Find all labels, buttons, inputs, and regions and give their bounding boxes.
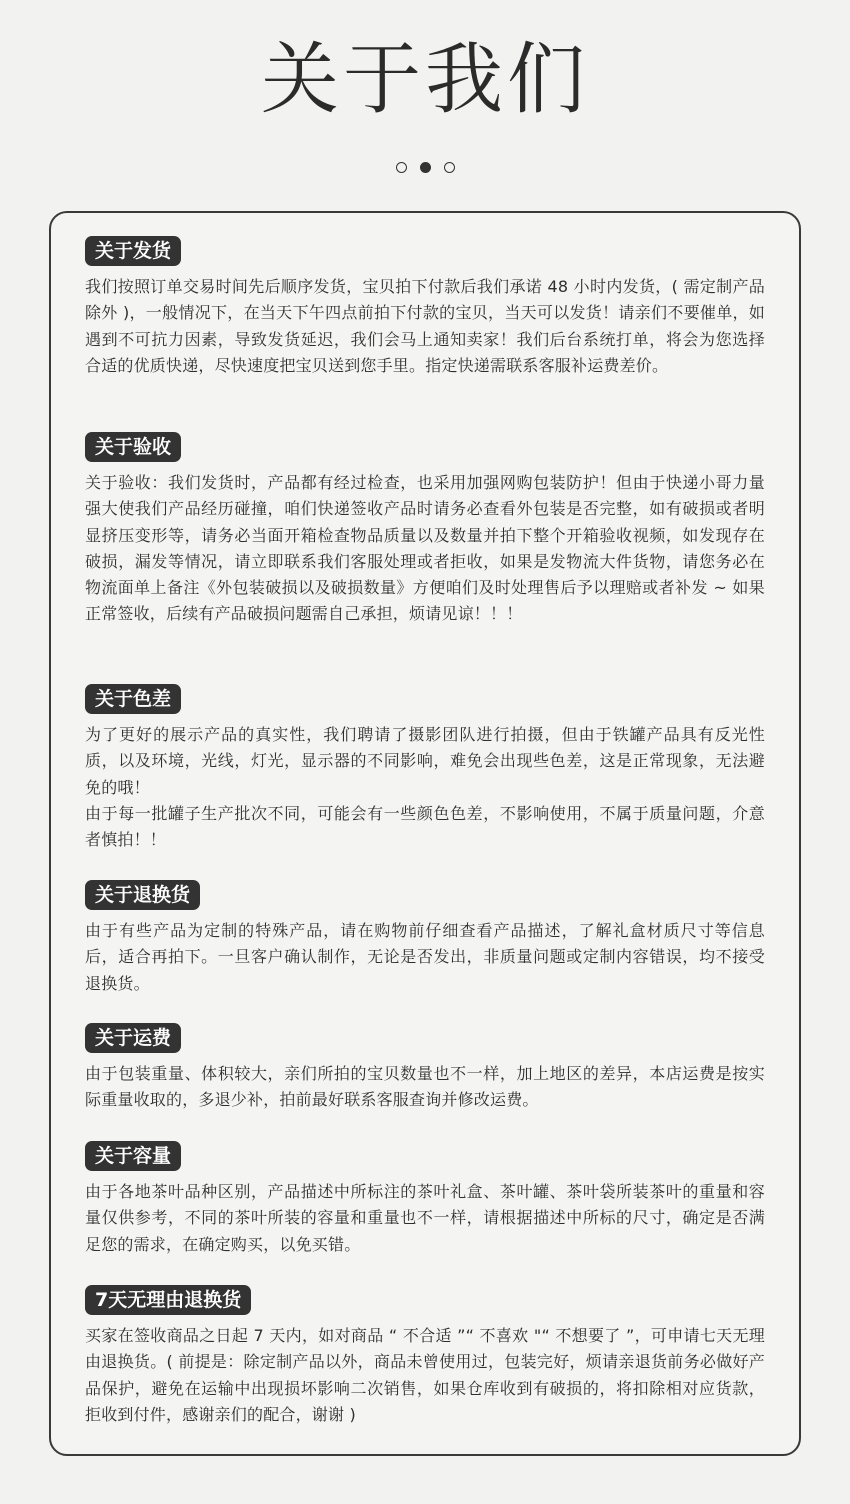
section-returns bbox=[85, 880, 765, 1023]
section-capacity bbox=[85, 1141, 765, 1285]
section-seven-day-return bbox=[85, 1285, 765, 1445]
section-text: 由于包装重量、体积较大，亲们所拍的宝贝数量也不一样，加上地区的差异，本店运费是按实际重量收取的，多退少补，拍前最好联系客服查询并修改运费。 bbox=[85, 1064, 765, 1110]
section-heading: 关于验收 bbox=[85, 432, 181, 462]
section-text: 关于验收：我们发货时，产品都有经过检查，也采用加强网购包装防护！但由于快递小哥力量强大使我们产品经历碰撞，咱们快递签收产品时请务必查看外包装是否完整，如有破损或者明显挤压变形等，请务必当面开箱检查物品质量以及数量并拍下整个开箱验收视频，如发现存在破损，漏发等情况，请立即联系我们客服处理或者拒收，如果是发物流大件货物，请您务必在物流面单上备注《外包装破损以及破损数量》方便咱们及时处理售后予以理赔或者补发 ~ 如果正常签收，后续有产品破损问题需自己承担，烦请见谅！！！ bbox=[85, 473, 765, 624]
section-heading: 关于容量 bbox=[85, 1141, 181, 1171]
section-shipping-fee bbox=[85, 1023, 765, 1141]
section-shipping bbox=[85, 236, 765, 432]
section-inspection bbox=[85, 432, 765, 684]
pagination-dot-2 bbox=[420, 162, 431, 173]
section-text: 由于各地茶叶品种区别，产品描述中所标注的茶叶礼盒、茶叶罐、茶叶袋所装茶叶的重量和容量仅供参考，不同的茶叶所装的容量和重量也不一样，请根据描述中所标的尺寸，确定是否满足您的需求，在确定购买，以免买错。 bbox=[85, 1182, 765, 1254]
section-text: 为了更好的展示产品的真实性，我们聘请了摄影团队进行拍摄，但由于铁罐产品具有反光性质，以及环境，光线，灯光，显示器的不同影响，难免会出现些色差，这是正常现象，无法避免的哦！ bbox=[85, 725, 765, 797]
pagination-dots bbox=[0, 162, 850, 173]
section-heading: 7天无理由退换货 bbox=[85, 1285, 251, 1315]
section-text: 由于有些产品为定制的特殊产品，请在购物前仔细查看产品描述，了解礼盒材质尺寸等信息后，适合再拍下。一旦客户确认制作，无论是否发出，非质量问题或定制内容错误，均不接受退换货。 bbox=[85, 921, 765, 993]
section-text: 由于每一批罐子生产批次不同，可能会有一些颜色色差，不影响使用，不属于质量问题，介意者慎拍！！ bbox=[85, 803, 765, 850]
section-heading: 关于发货 bbox=[85, 236, 181, 266]
pagination-dot-3 bbox=[444, 162, 455, 173]
section-heading: 关于退换货 bbox=[85, 880, 200, 910]
policy-card bbox=[49, 211, 801, 1456]
pagination-dot-1 bbox=[396, 162, 407, 173]
section-heading: 关于运费 bbox=[85, 1023, 181, 1053]
section-text: 买家在签收商品之日起 7 天内，如对商品 “ 不合适 ”“ 不喜欢 "“ 不想要了 ”，可申请七天无理由退换货。( 前提是：除定制产品以外，商品未曾使用过，包装完好，烦请亲退货前务必做好产品保护，避免在运输中出现损坏影响二次销售，如果仓库收到有破损的，将扣除相对应货款，拒收到付件，感谢亲们的配合，谢谢 ) bbox=[85, 1326, 765, 1424]
page-title: 关于我们 bbox=[260, 35, 589, 125]
section-heading: 关于色差 bbox=[85, 684, 181, 714]
section-text: 我们按照订单交易时间先后顺序发货，宝贝拍下付款后我们承诺 48 小时内发货，( 需定制产品除外 )，一般情况下，在当天下午四点前拍下付款的宝贝，当天可以发货！请亲们不要催单，如遇到不可抗力因素，导致发货延迟，我们会马上通知卖家！我们后台系统打单，将会为您选择合适的优质快递，尽快速度把宝贝送到您手里。指定快递需联系客服补运费差价。 bbox=[85, 277, 765, 375]
section-color-difference bbox=[85, 684, 765, 880]
